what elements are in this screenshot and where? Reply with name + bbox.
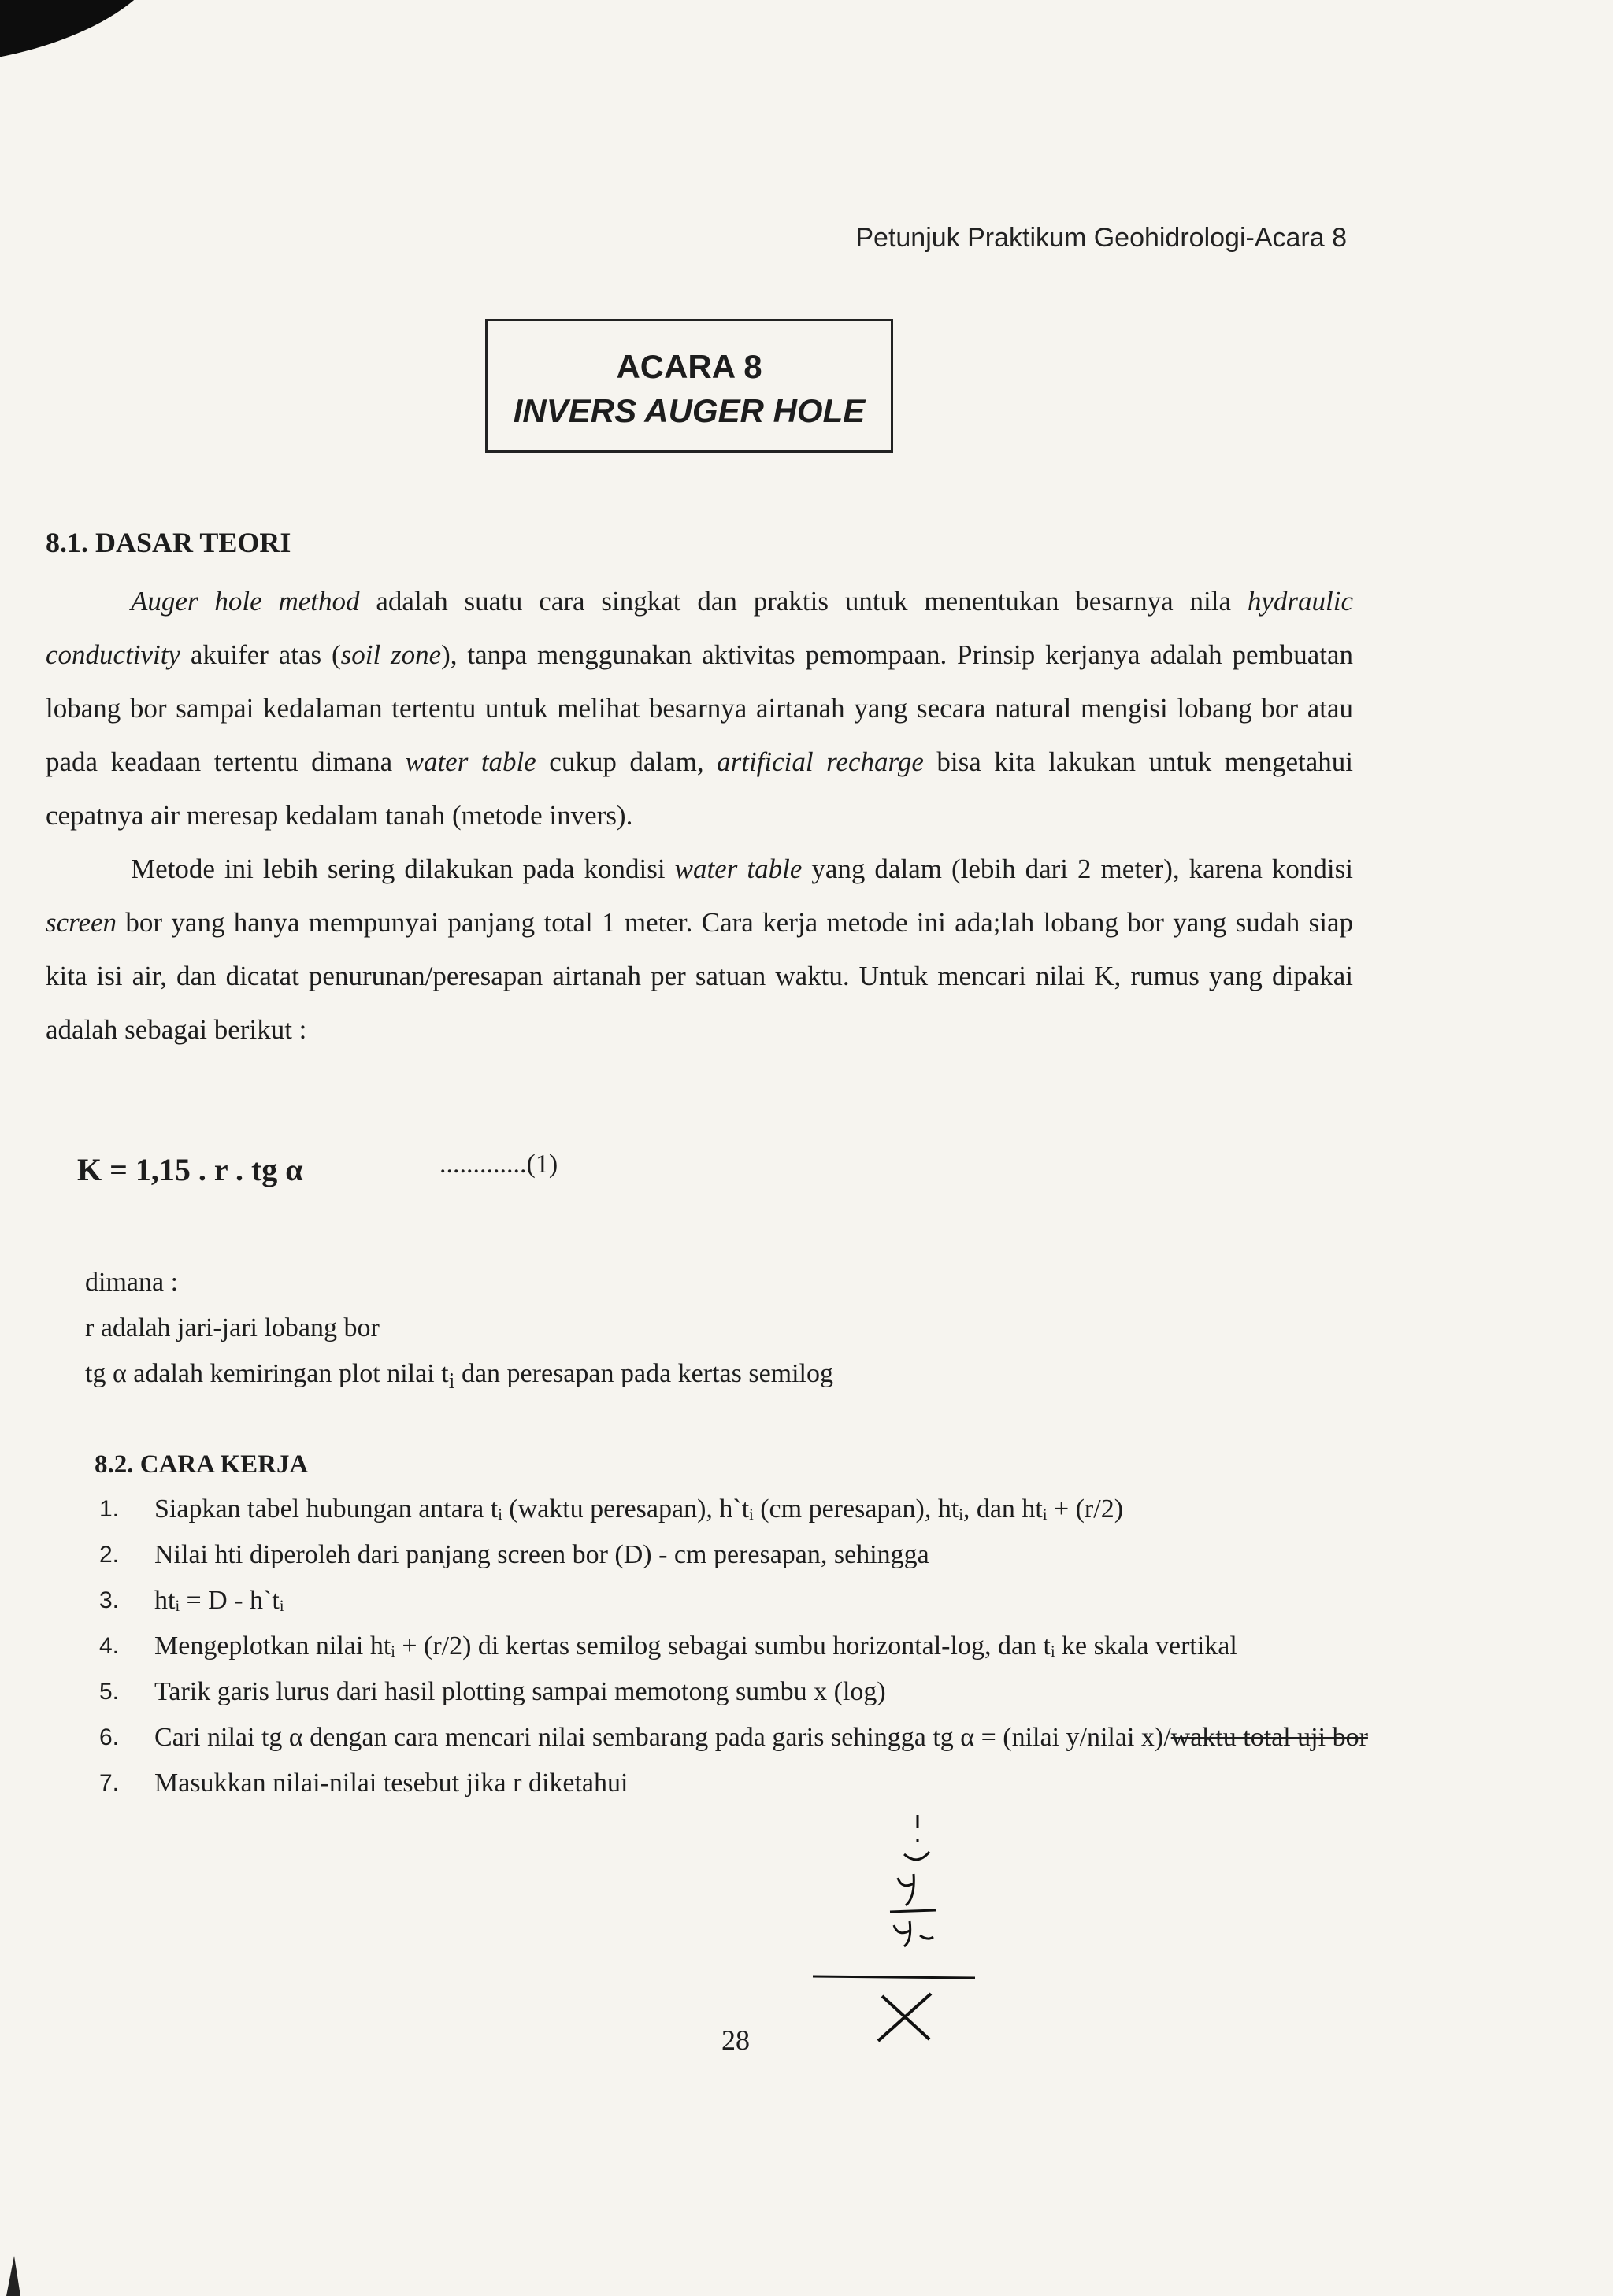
legend-label: dimana :	[85, 1268, 179, 1297]
chapter-title-box	[485, 319, 893, 453]
scan-corner-shadow	[0, 0, 179, 61]
formula-reference: .............(1)	[439, 1150, 558, 1179]
legend-line-tg: tg α adalah kemiringan plot nilai $t_i$ dan peresapan pada kertas semilog	[85, 1359, 834, 1394]
struck-text: waktu total uji bor	[1170, 1723, 1368, 1752]
chapter-number: ACARA 8	[616, 348, 762, 385]
section-theory	[46, 526, 1353, 1057]
page-number: 28	[721, 2024, 750, 2056]
list-item: 1. Siapkan tabel hubungan antara tᵢ (waktu peresapan), h`tᵢ (cm peresapan), htᵢ, dan htᵢ + (r/2)	[99, 1494, 1124, 1524]
section-heading-work: 8.2. CARA KERJA	[95, 1450, 309, 1479]
list-item: 2. Nilai hti diperoleh dari panjang screen bor (D) - cm peresapan, sehingga	[99, 1540, 929, 1569]
list-item: 7. Masukkan nilai-nilai tesebut jika r diketahui	[99, 1768, 629, 1798]
formula-k: K = 1,15 . r . tg α	[77, 1152, 303, 1187]
list-item: 6. Cari nilai tg α dengan cara mencari nilai sembarang pada garis sehingga tg α = (nilai y/nilai x)/waktu total uji bor	[99, 1723, 1368, 1752]
legend-line-r: r adalah jari-jari lobang bor	[85, 1313, 380, 1342]
handwritten-note	[803, 1811, 977, 2047]
formula-legend	[85, 1260, 833, 1405]
paragraph-1: Auger hole method adalah suatu cara singkat dan praktis untuk menentukan besarnya nila hydraulic conductivity akuifer atas (soil zone), tanpa menggunakan aktivitas pemompaan. Prinsip kerjanya adalah pembuatan lobang bor sampai kedalaman tertentu untuk melihat besarnya airtanah yang secara natural mengisi lobang bor atau pada keadaan tertentu dimana water table cukup dalam, artificial recharge bisa kita lakukan untuk mengetahui cepatnya air meresap kedalam tanah (metode invers).	[46, 586, 1353, 831]
work-steps-list	[99, 1487, 1375, 1806]
running-header: Petunjuk Praktikum Geohidrologi-Acara 8	[855, 223, 1347, 253]
list-item: 3. htᵢ = D - h`tᵢ	[99, 1586, 284, 1615]
list-item: 4. Mengeplotkan nilai htᵢ + (r/2) di kertas semilog sebagai sumbu horizontal-log, dan tᵢ ke skala vertikal	[99, 1631, 1237, 1661]
chapter-title: INVERS AUGER HOLE	[513, 392, 866, 429]
pen-mark	[0, 2240, 39, 2296]
section-heading: 8.1. DASAR TEORI	[46, 527, 291, 558]
paragraph-2: Metode ini lebih sering dilakukan pada kondisi water table yang dalam (lebih dari 2 meter), karena kondisi screen bor yang hanya mempunyai panjang total 1 meter. Cara kerja metode ini ada;lah lobang bor yang sudah siap kita isi air, dan dicatat penurunan/peresapan airtanah per satuan waktu. Untuk mencari nilai K, rumus yang dipakai adalah sebagai berikut :	[46, 854, 1353, 1045]
list-item: 5. Tarik garis lurus dari hasil plotting sampai memotong sumbu x (log)	[99, 1677, 886, 1706]
